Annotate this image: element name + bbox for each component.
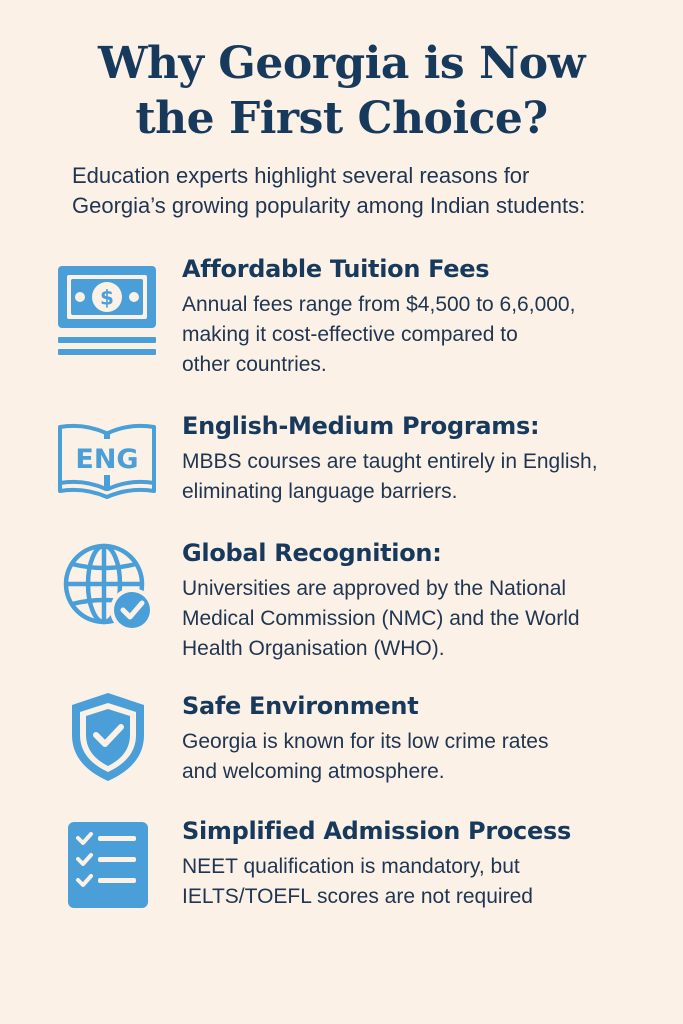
desc-line: Medical Commission (NMC) and the World xyxy=(182,607,580,630)
book-eng-label: ENG xyxy=(75,444,139,475)
reason-title: Global Recognition: xyxy=(182,539,442,567)
intro-text xyxy=(72,161,652,221)
intro-line-2: Georgia’s growing popularity among Indian students: xyxy=(72,193,586,218)
globe-check-icon xyxy=(56,538,160,642)
reason-description xyxy=(182,290,662,380)
desc-line: other countries. xyxy=(182,353,327,376)
reason-description xyxy=(182,727,662,787)
reason-title: English-Medium Programs: xyxy=(182,412,540,440)
reason-title: Affordable Tuition Fees xyxy=(182,255,490,283)
desc-line: eliminating language barriers. xyxy=(182,480,458,503)
shield-check-icon xyxy=(56,689,160,793)
reason-description xyxy=(182,447,662,507)
desc-line: making it cost-effective compared to xyxy=(182,323,518,346)
reason-title: Safe Environment xyxy=(182,692,419,720)
reason-title: Simplified Admission Process xyxy=(182,817,571,845)
desc-line: MBBS courses are taught entirely in English, xyxy=(182,450,598,473)
title-line-1: Why Georgia is Now xyxy=(98,38,585,89)
checklist-icon xyxy=(56,818,160,922)
desc-line: Georgia is known for its low crime rates xyxy=(182,730,549,753)
desc-line: Health Organisation (WHO). xyxy=(182,637,445,660)
desc-line: NEET qualification is mandatory, but xyxy=(182,855,520,878)
book-eng-icon xyxy=(56,413,160,517)
svg-text:$: $ xyxy=(100,285,114,310)
desc-line: Universities are approved by the National xyxy=(182,577,567,600)
reason-description xyxy=(182,852,662,912)
money-icon xyxy=(56,260,160,364)
reason-description xyxy=(182,574,662,664)
title-line-2: the First Choice? xyxy=(135,93,548,144)
intro-line-1: Education experts highlight several reasons for xyxy=(72,163,530,188)
desc-line: Annual fees range from $4,500 to 6,6,000, xyxy=(182,293,576,316)
desc-line: IELTS/TOEFL scores are not required xyxy=(182,885,533,908)
page-title xyxy=(0,36,683,146)
desc-line: and welcoming atmosphere. xyxy=(182,760,445,783)
